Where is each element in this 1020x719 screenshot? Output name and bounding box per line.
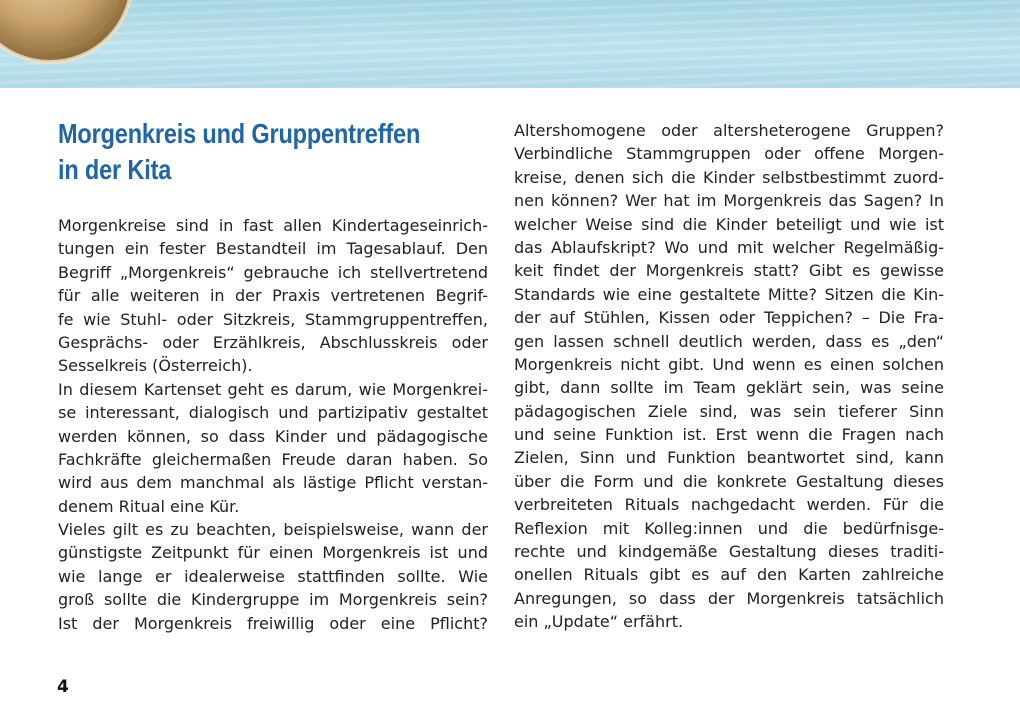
header-banner (0, 0, 1020, 88)
text-line: Gesprächs- oder Erzählkreis, Abschlusskreis oder (58, 332, 488, 352)
text-line: über die Form und die konkrete Gestaltung dieses (514, 471, 944, 491)
text-line: groß sollte die Kindergruppe im Morgenkreis sein? (58, 590, 488, 610)
text-line: gibt, dann sollte im Team geklärt sein, was seine (514, 378, 944, 398)
page-title (58, 116, 421, 188)
text-line: denem Ritual eine Kür. (58, 496, 240, 516)
text-line: wird aus dem manchmal als lästige Pflicht verstan- (58, 473, 488, 493)
text-line: pädagogischen Ziele sind, was sein tieferer Sinn (514, 401, 944, 421)
text-line: nen können? Wer hat im Morgenkreis das Sagen? In (514, 191, 944, 211)
text-line: Vieles gilt es zu beachten, beispielsweise, wann der (58, 520, 488, 540)
page-number: 4 (57, 677, 69, 697)
text-line: Morgenkreis nicht gibt. Und wenn es einen solchen (514, 354, 944, 374)
right-column (514, 119, 944, 634)
text-line: gen lassen schnell deutlich werden, dass es „den“ (514, 331, 944, 351)
text-line: für alle weiteren in der Praxis vertretenen Begrif- (58, 286, 488, 306)
text-line: wie lange er idealerweise stattfinden sollte. Wie (58, 566, 488, 586)
text-line: Morgenkreise sind in fast allen Kindertageseinrich- (58, 216, 488, 235)
singing-bowl-icon (0, 0, 140, 88)
title-line: in der Kita (58, 154, 172, 185)
text-line: kreise, denen sich die Kinder selbstbestimmt zuord- (514, 167, 944, 187)
text-line: Begriff „Morgenkreis“ gebrauche ich stellvertretend (58, 262, 488, 282)
text-line: Verbindliche Stammgruppen oder offene Morgen- (514, 144, 944, 164)
text-line: Sesselkreis (Österreich). (58, 356, 253, 376)
banner-texture (0, 0, 1020, 88)
text-line: der auf Stühlen, Kissen oder Teppichen? – Die Fra- (514, 308, 944, 328)
title-line: Morgenkreis und Gruppentreffen (58, 118, 421, 149)
text-line: Reflexion mit Kolleg:innen und die bedürfnisge- (514, 518, 944, 538)
text-line: keit findet der Morgenkreis statt? Gibt es gewisse (514, 261, 944, 281)
left-column (58, 214, 488, 635)
text-line: ein „Update“ erfährt. (514, 612, 684, 632)
text-line: onellen Rituals gibt es auf den Karten zahlreiche (514, 565, 944, 585)
text-line: Ist der Morgenkreis freiwillig oder eine Pflicht? (58, 613, 488, 633)
text-line: In diesem Kartenset geht es darum, wie Morgenkrei- (58, 379, 488, 399)
text-line: rechte und kindgemäße Gestaltung dieses traditi- (514, 542, 944, 562)
text-line: tungen ein fester Bestandteil im Tagesablauf. Den (58, 239, 488, 259)
text-line: fe wie Stuhl- oder Sitzkreis, Stammgruppentreffen, (58, 309, 488, 329)
text-line: das Ablaufskript? Wo und mit welcher Regelmäßig- (514, 237, 944, 257)
text-line: Standards wie eine gestaltete Mitte? Sitzen die Kin- (514, 284, 944, 304)
text-line: welcher Weise sind die Kinder beteiligt und wie ist (514, 214, 944, 234)
text-line: Fachkräfte gleichermaßen Freude daran haben. So (58, 449, 488, 469)
text-line: verbreiteten Rituals nachgedacht werden. Für die (514, 495, 944, 515)
text-line: se interessant, dialogisch und partizipativ gestaltet (58, 403, 488, 423)
text-line: Anregungen, so dass der Morgenkreis tatsächlich (514, 588, 944, 608)
text-line: günstigste Zeitpunkt für einen Morgenkreis ist und (58, 543, 488, 563)
text-line: Altershomogene oder altersheterogene Gruppen? (514, 121, 944, 140)
text-line: und seine Funktion ist. Erst wenn die Fragen nach (514, 425, 944, 445)
text-line: Zielen, Sinn und Funktion beantwortet sind, kann (514, 448, 944, 468)
text-line: werden können, so dass Kinder und pädagogische (58, 426, 488, 446)
